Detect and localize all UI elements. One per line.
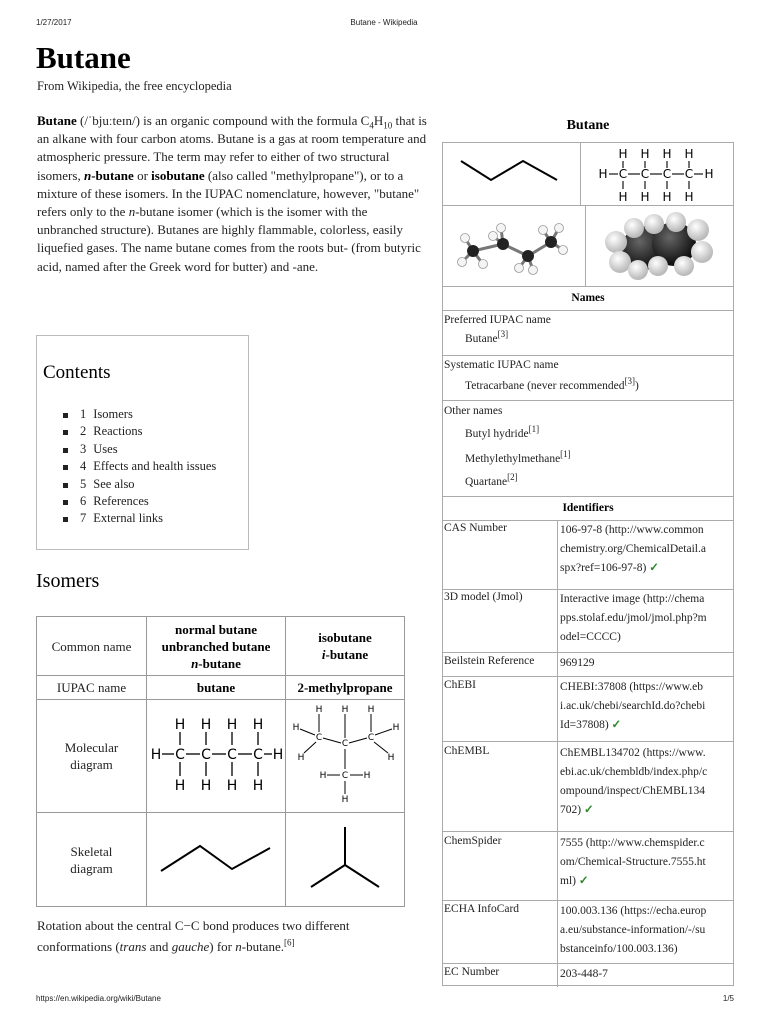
rotation-italic: trans bbox=[119, 939, 147, 954]
divider bbox=[580, 143, 581, 205]
atom-label: H bbox=[598, 167, 608, 181]
butane-skeletal-diagram bbox=[147, 813, 286, 907]
toc-item-see-also[interactable] bbox=[63, 476, 216, 493]
toc-heading: Contents bbox=[43, 362, 111, 383]
n-butane-label: -butane bbox=[91, 167, 134, 183]
label-line: Skeletal bbox=[70, 843, 113, 859]
identifier-row bbox=[443, 652, 733, 653]
toc-label: References bbox=[93, 494, 149, 509]
header-line bbox=[289, 646, 401, 663]
identifier-label: EC Number bbox=[444, 966, 500, 978]
toc-item-references[interactable] bbox=[63, 493, 216, 510]
value-line: CHEBI:37808 (https://www.eb bbox=[560, 681, 703, 693]
identifier-label: Beilstein Reference bbox=[444, 655, 535, 667]
atom-label: C bbox=[662, 167, 672, 181]
identifier-value[interactable] bbox=[560, 834, 732, 891]
lead-text: or bbox=[133, 167, 152, 183]
value-line: 100.003.136 (https://echa.europ bbox=[560, 905, 707, 917]
value-line: 969129 bbox=[560, 657, 595, 669]
n-prefix: n bbox=[128, 204, 136, 220]
citation-link[interactable]: [1] bbox=[528, 424, 540, 435]
atom-label: H bbox=[272, 747, 284, 763]
value-line: ompound/inspect/ChEMBL134 bbox=[560, 785, 706, 797]
rotation-text: and bbox=[146, 939, 172, 954]
atom-label: H bbox=[640, 147, 650, 161]
identifier-value[interactable] bbox=[560, 678, 732, 735]
atom-label: H bbox=[315, 705, 323, 715]
isobutane-skeletal-diagram bbox=[286, 813, 405, 907]
atom-label: C bbox=[315, 733, 323, 743]
verified-check-icon: ✓ bbox=[583, 804, 594, 816]
value-line: a.eu/substance-information/-/su bbox=[560, 924, 706, 936]
rotation-paragraph bbox=[37, 915, 417, 957]
identifier-label: ChemSpider bbox=[444, 835, 502, 847]
atom-label: H bbox=[367, 705, 375, 715]
infobox-image-space-filling[interactable] bbox=[586, 206, 733, 286]
toc-num: 1 bbox=[80, 407, 87, 421]
identifier-value[interactable] bbox=[560, 521, 732, 578]
lead-text: (also called "methylpropane"), or to a mixture of these isomers. In the IUPAC nomenclature, however, "butane" refers only to the bbox=[37, 167, 420, 220]
atom-label: H bbox=[174, 778, 186, 794]
lead-text: -butane isomer (which is the isomer with the unbranched structure). Butanes are highly flammable, colorless, easily liquefied gases. The name butane comes from the roots but- (from butyric acid, named after the Greek word for butter) and -ane. bbox=[37, 204, 421, 274]
print-url: https://en.wikipedia.org/wiki/Butane bbox=[36, 994, 161, 1003]
atom-label: H bbox=[252, 778, 264, 794]
atom-label: C bbox=[341, 739, 349, 749]
atom-label: H bbox=[684, 147, 694, 161]
label-line: diagram bbox=[70, 757, 113, 772]
atom-label: H bbox=[174, 717, 186, 733]
name-text: Methylethylmethane bbox=[465, 453, 561, 465]
header-text: -butane bbox=[325, 647, 369, 662]
value-line: odel=CCCC) bbox=[560, 631, 621, 643]
names-header: Names bbox=[443, 286, 733, 310]
header-text: -butane bbox=[198, 655, 241, 671]
infobox-image-skeletal[interactable] bbox=[443, 143, 580, 205]
toc-label: Reactions bbox=[93, 424, 143, 439]
value-line bbox=[560, 801, 732, 820]
lead-text: H bbox=[373, 113, 384, 128]
butane-skeletal-formula bbox=[158, 841, 274, 875]
verified-check-icon: ✓ bbox=[649, 562, 659, 574]
identifier-label: 3D model (Jmol) bbox=[444, 591, 523, 603]
infobox-image-structural[interactable] bbox=[585, 143, 733, 205]
toc-num: 6 bbox=[80, 494, 87, 509]
atom-label: H bbox=[662, 190, 672, 204]
skeletal-diagram-label bbox=[37, 813, 147, 907]
value-text: ml) bbox=[560, 875, 576, 887]
atom-label: H bbox=[662, 147, 672, 161]
value-line bbox=[560, 872, 732, 891]
atom-label: C bbox=[253, 747, 263, 763]
atom-label: H bbox=[640, 190, 650, 204]
atom-label: C bbox=[341, 771, 349, 781]
isobutane-skeletal-formula bbox=[308, 825, 382, 891]
print-date: 1/27/2017 bbox=[36, 18, 72, 27]
atom-label: H bbox=[704, 167, 714, 181]
value-line: 7555 (http://www.chemspider.c bbox=[560, 837, 705, 849]
other-names-label: Other names bbox=[444, 405, 503, 417]
citation-link[interactable]: [3] bbox=[624, 376, 635, 387]
header-line: unbranched butane bbox=[161, 638, 271, 654]
atom-label: H bbox=[292, 723, 300, 733]
iupac-label: IUPAC name bbox=[37, 676, 147, 700]
rotation-text: Rotation about the central C−C bond produces two different conformations ( bbox=[37, 918, 350, 954]
sys-iupac-label: Systematic IUPAC name bbox=[444, 359, 559, 371]
value-line: chemistry.org/ChemicalDetail.a bbox=[560, 543, 706, 555]
identifier-label: ECHA InfoCard bbox=[444, 903, 520, 915]
print-header bbox=[0, 18, 768, 30]
value-line bbox=[560, 559, 732, 578]
identifier-row bbox=[443, 741, 733, 742]
identifier-label: ChEBI bbox=[444, 679, 476, 691]
print-page-title: Butane - Wikipedia bbox=[350, 18, 418, 27]
identifier-label: CAS Number bbox=[444, 522, 507, 534]
atom-label: H bbox=[618, 147, 628, 161]
atom-label: H bbox=[392, 723, 400, 733]
butane-structural-formula bbox=[150, 714, 282, 794]
isobutane-molecular-diagram bbox=[286, 700, 405, 813]
atom-label: C bbox=[201, 747, 211, 763]
label-line: Molecular bbox=[64, 740, 119, 755]
header-isobutane bbox=[286, 617, 405, 676]
divider bbox=[443, 355, 733, 356]
atom-label: H bbox=[200, 717, 212, 733]
rotation-text: ) for bbox=[209, 939, 236, 954]
toc-item-isomers[interactable] bbox=[63, 406, 216, 423]
identifier-value[interactable] bbox=[560, 744, 732, 820]
n-prefix: n bbox=[235, 939, 242, 954]
identifiers-header: Identifiers bbox=[443, 496, 733, 520]
atom-label: H bbox=[226, 717, 238, 733]
bond-lines bbox=[297, 714, 392, 794]
citation-link[interactable]: [1] bbox=[560, 449, 571, 460]
value-line: Interactive image (http://chema bbox=[560, 593, 705, 605]
verified-check-icon: ✓ bbox=[611, 719, 622, 731]
identifier-row bbox=[443, 900, 733, 901]
toc-label: External links bbox=[93, 511, 164, 526]
name-text: Butane bbox=[465, 333, 498, 345]
atom-label: H bbox=[618, 190, 628, 204]
isobutane-structural-formula bbox=[289, 702, 401, 806]
formula-sub-c: 4 bbox=[369, 120, 374, 131]
column-divider bbox=[557, 520, 558, 987]
n-prefix: n bbox=[191, 655, 199, 671]
name-text: Tetracarbane (never recommended bbox=[465, 380, 625, 392]
n-butane-term[interactable] bbox=[84, 168, 134, 183]
space-filling-model bbox=[586, 206, 733, 286]
page-subtitle: From Wikipedia, the free encyclopedia bbox=[37, 79, 232, 93]
toc-label: See also bbox=[93, 476, 135, 491]
value-line: 106-97-8 (http://www.common bbox=[560, 524, 704, 536]
value-line bbox=[560, 716, 732, 735]
iupac-methylpropane: 2-methylpropane bbox=[286, 676, 405, 700]
citation-link[interactable]: [2] bbox=[507, 472, 518, 483]
atom-label: C bbox=[684, 167, 694, 181]
value-line: i.ac.uk/chebi/searchId.do?chebi bbox=[560, 700, 706, 712]
sys-iupac-value bbox=[465, 376, 639, 392]
isobutane-term[interactable]: isobutane bbox=[151, 167, 205, 183]
infobox bbox=[442, 142, 734, 986]
header-line bbox=[150, 655, 282, 672]
skeletal-formula-image bbox=[443, 143, 580, 205]
toc-num: 4 bbox=[80, 459, 87, 474]
header-normal-butane bbox=[147, 617, 286, 676]
divider bbox=[443, 400, 733, 401]
n-prefix: n bbox=[83, 167, 92, 183]
toc-label: Effects and health issues bbox=[93, 459, 217, 474]
pref-iupac-label: Preferred IUPAC name bbox=[444, 314, 551, 326]
citation-link[interactable]: [3] bbox=[497, 329, 509, 340]
atom-label: H bbox=[150, 747, 162, 763]
toc-item-uses[interactable] bbox=[63, 441, 216, 458]
value-line: bstanceinfo/100.003.136) bbox=[560, 943, 678, 955]
value-line: ebi.ac.uk/chembldb/index.php/c bbox=[560, 766, 708, 778]
identifier-label: ChEMBL bbox=[444, 745, 490, 757]
identifier-row bbox=[443, 963, 733, 964]
header-line: normal butane bbox=[175, 621, 257, 637]
identifier-value[interactable] bbox=[560, 654, 732, 673]
i-prefix: i bbox=[321, 647, 326, 662]
atom-label: H bbox=[297, 753, 305, 763]
value-line: ChEMBL134702 (https://www. bbox=[560, 747, 706, 759]
atom-label: C bbox=[618, 167, 628, 181]
lead-text: (/ˈbjuːteɪn/) is an organic compound with the formula C bbox=[76, 113, 370, 128]
atom-label: H bbox=[226, 778, 238, 794]
isomers-table bbox=[36, 616, 405, 907]
value-text: spx?ref=106-97-8) bbox=[560, 562, 647, 574]
atom-label: C bbox=[227, 747, 237, 763]
toc-label: Isomers bbox=[93, 407, 133, 421]
atom-label: H bbox=[387, 753, 395, 763]
atom-label: H bbox=[684, 190, 694, 204]
isomers-heading: Isomers bbox=[36, 570, 100, 592]
print-page-number: 1/5 bbox=[722, 994, 734, 1003]
value-text: Id=37808) bbox=[560, 719, 609, 731]
label-line: diagram bbox=[70, 860, 113, 876]
formula-sub-h: 10 bbox=[383, 120, 393, 131]
other-name-item bbox=[465, 424, 540, 440]
butane-molecular-diagram bbox=[147, 700, 286, 813]
identifier-row bbox=[443, 676, 733, 677]
atom-label: C bbox=[640, 167, 650, 181]
identifier-value[interactable] bbox=[560, 965, 732, 984]
identifier-value[interactable] bbox=[560, 902, 732, 959]
rotation-italic: gauche bbox=[171, 939, 210, 954]
rotation-text: -butane. bbox=[241, 939, 284, 954]
toc-item-reactions[interactable] bbox=[63, 423, 216, 440]
infobox-image-ball-stick[interactable] bbox=[443, 206, 585, 286]
identifier-row bbox=[443, 831, 733, 832]
atom-label: H bbox=[341, 795, 349, 805]
name-text: ) bbox=[634, 380, 639, 392]
toc-item-effects[interactable] bbox=[63, 458, 216, 475]
citation-link[interactable]: [6] bbox=[283, 937, 295, 948]
value-text: 702) bbox=[560, 804, 582, 816]
atom-label: C bbox=[175, 747, 185, 763]
atom-label: H bbox=[319, 771, 327, 781]
page-title: Butane bbox=[36, 40, 131, 75]
verified-check-icon: ✓ bbox=[578, 875, 589, 887]
molecular-diagram-label bbox=[37, 700, 147, 813]
toc-item-external-links[interactable] bbox=[63, 510, 216, 527]
header-common-name: Common name bbox=[37, 617, 147, 676]
toc-num: 5 bbox=[80, 476, 87, 491]
print-footer bbox=[0, 994, 768, 1006]
identifier-value[interactable] bbox=[560, 590, 732, 647]
toc-num: 2 bbox=[80, 424, 87, 439]
infobox-title: Butane bbox=[566, 118, 610, 133]
value-line: 203-448-7 bbox=[560, 968, 608, 980]
lead-term: Butane bbox=[37, 113, 77, 128]
lead-text: that is an alkane with four carbon atoms. Butane is a gas at room temperature and atmospheric pressure. The term may refer to either of two structural isomers, bbox=[37, 113, 427, 183]
toc-num: 7 bbox=[80, 511, 87, 526]
value-line: om/Chemical-Structure.7555.ht bbox=[560, 856, 706, 868]
header-line: isobutane bbox=[318, 630, 372, 645]
atom-label: H bbox=[252, 717, 264, 733]
value-line: pps.stolaf.edu/jmol/jmol.php?m bbox=[560, 612, 707, 624]
name-text: Quartane bbox=[465, 476, 508, 488]
iupac-butane: butane bbox=[147, 676, 286, 700]
atom-label: H bbox=[200, 778, 212, 794]
structural-formula-image bbox=[585, 143, 733, 205]
other-name-item bbox=[465, 472, 518, 488]
lead-paragraph bbox=[37, 112, 427, 276]
atom-label: H bbox=[341, 705, 349, 715]
toc-num: 3 bbox=[80, 441, 87, 456]
other-name-item bbox=[465, 449, 571, 465]
pref-iupac-value bbox=[465, 329, 509, 345]
atom-label: C bbox=[367, 733, 375, 743]
name-text: Butyl hydride bbox=[465, 428, 529, 440]
atom-label: H bbox=[363, 771, 371, 781]
ball-and-stick-model bbox=[443, 206, 585, 286]
toc-list bbox=[63, 406, 216, 528]
toc-label: Uses bbox=[93, 441, 118, 456]
table-of-contents bbox=[36, 335, 249, 550]
